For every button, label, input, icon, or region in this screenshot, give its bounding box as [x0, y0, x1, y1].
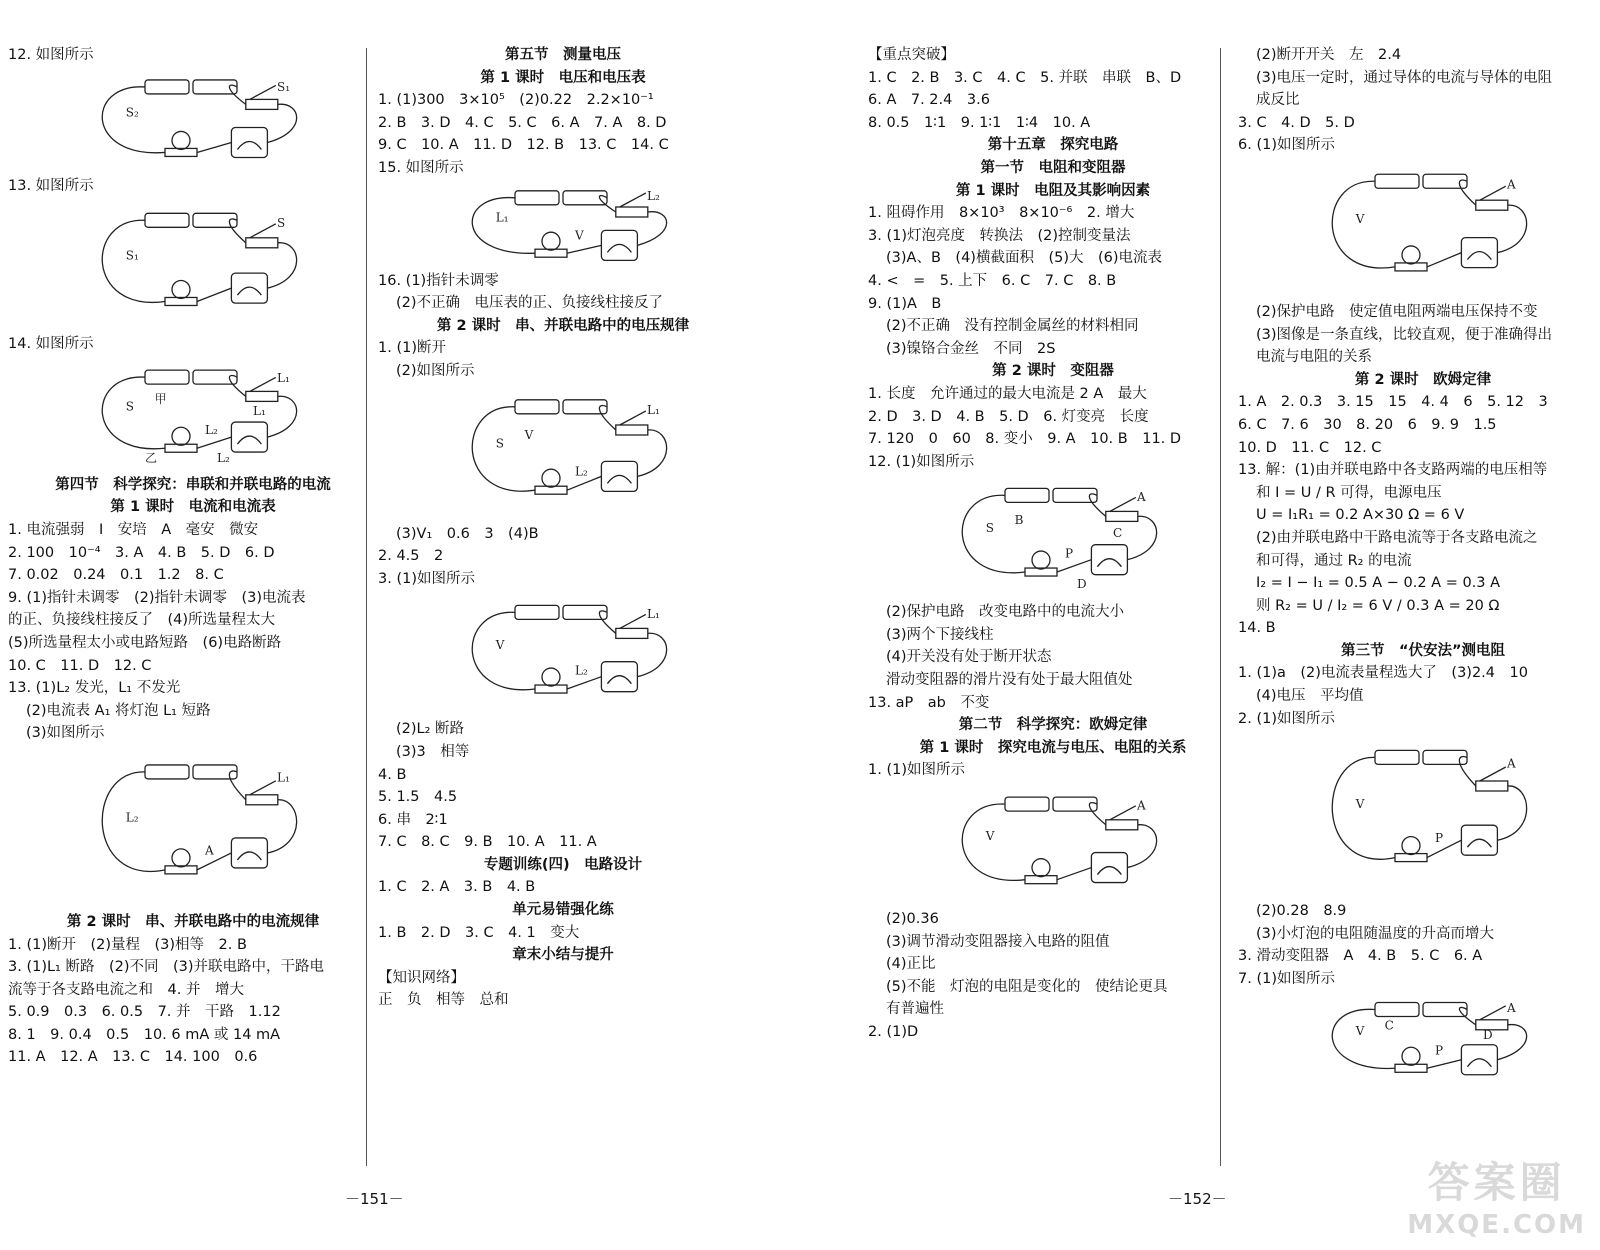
- circuit-diagram: [443, 383, 683, 523]
- switch-icon: [246, 781, 278, 805]
- battery-icon: [145, 370, 237, 384]
- figure-label: L₂: [575, 663, 588, 678]
- figure-label: A: [1137, 490, 1146, 505]
- answer-line: 6. A 7. 2.4 3.6: [868, 92, 990, 109]
- answer-line: 10. D 11. C 12. C: [1238, 439, 1382, 456]
- figure-label: A: [1507, 756, 1516, 771]
- answer-line: (3)小灯泡的电阻随温度的升高而增大: [1256, 925, 1495, 942]
- answer-line: 3. C 4. D 5. D: [1238, 114, 1355, 131]
- figure-label: L₂: [205, 422, 218, 437]
- column-4: [1238, 44, 1600, 1087]
- answer-line: 12. (1)如图所示: [868, 453, 975, 470]
- figure-label: S₁: [125, 248, 139, 263]
- answer-line: 6. 串 2∶1: [378, 811, 448, 828]
- circuit-figure: [8, 356, 378, 474]
- circuit-figure: [868, 782, 1238, 908]
- figure-label: L₂: [125, 810, 139, 825]
- battery-icon: [145, 765, 237, 779]
- answer-line: 13. 如图所示: [8, 177, 94, 194]
- answer-line: U = I₁R₁ = 0.2 A×30 Ω = 6 V: [1256, 507, 1465, 524]
- figure-label: L₂: [647, 188, 660, 203]
- circuit-figure: [868, 473, 1238, 601]
- answer-line: (5)不能 灯泡的电阻是变化的 使结论更具: [886, 978, 1168, 995]
- battery-icon: [1375, 1002, 1467, 1016]
- answer-line: 10. C 11. D 12. C: [8, 657, 152, 674]
- bulb-icon: [1395, 1047, 1427, 1072]
- section-heading: 第 2 课时 变阻器: [992, 363, 1114, 380]
- page-number-left: －151－: [345, 1190, 404, 1208]
- figure-label: V: [575, 227, 584, 242]
- answer-line: 4. B: [378, 766, 407, 783]
- circuit-figure: [1238, 991, 1600, 1087]
- figure-label: L₁: [253, 403, 266, 418]
- column-2: [378, 44, 748, 1012]
- meter-icon: [1461, 825, 1497, 855]
- figure-label: S: [985, 521, 995, 536]
- switch-icon: [1106, 806, 1138, 830]
- circuit-diagram: [1303, 991, 1543, 1087]
- section-heading: 第 2 课时 欧姆定律: [1354, 371, 1492, 388]
- answer-line: (2)0.28 8.9: [1256, 903, 1347, 920]
- answer-line: 【知识网络】: [378, 969, 465, 986]
- answer-line: 9. (1)A B: [868, 295, 942, 312]
- answer-line: (2)如图所示: [396, 362, 475, 379]
- section-heading: 第 1 课时 电阻及其影响因素: [955, 182, 1151, 199]
- answer-line: (2)保护电路 改变电路中的电流大小: [886, 604, 1125, 621]
- answer-line: (2)保护电路 使定值电阻两端电压保持不变: [1256, 303, 1538, 320]
- meter-icon: [1091, 853, 1127, 883]
- battery-icon: [145, 80, 237, 94]
- bulb-icon: [165, 281, 197, 306]
- answer-line: (4)开关没有处于断开状态: [886, 649, 1052, 666]
- figure-label: S: [495, 435, 505, 450]
- answer-line: 流等于各支路电流之和 4. 并 增大: [8, 981, 244, 998]
- figure-label: V: [1355, 1023, 1365, 1038]
- figure-label: S₁: [277, 79, 291, 94]
- meter-icon: [601, 461, 637, 491]
- figure-label: A: [205, 843, 214, 858]
- answer-line: 1. (1)断开 (2)量程 (3)相等 2. B: [8, 936, 247, 953]
- answer-line: 15. 如图所示: [378, 159, 464, 176]
- figure-label: A: [1137, 798, 1146, 813]
- answer-line: 和 I = U / R 可得，电源电压: [1256, 484, 1442, 501]
- answer-line: (3)A、B (4)横截面积 (5)大 (6)电流表: [886, 250, 1163, 267]
- section-heading: 专题训练(四) 电路设计: [483, 856, 643, 873]
- bulb-icon: [1395, 837, 1427, 862]
- answer-line: (2)由并联电路中干路电流等于各支路电流之: [1256, 529, 1538, 546]
- answer-line: 1. A 2. 0.3 3. 15 15 4. 4 6 5. 12 3: [1238, 394, 1548, 411]
- bulb-icon: [165, 131, 197, 156]
- answer-line: 16. (1)指针未调零: [378, 272, 499, 289]
- figure-label: V: [985, 828, 995, 843]
- section-heading: 第二节 科学探究：欧姆定律: [958, 717, 1148, 734]
- circuit-diagram: [443, 180, 683, 270]
- figure-label: V: [524, 427, 534, 442]
- meter-icon: [1461, 1044, 1497, 1074]
- answer-line: (3)电压一定时，通过导体的电流与导体的电阻: [1256, 69, 1553, 86]
- bulb-icon: [535, 668, 567, 693]
- answer-line: 12. 如图所示: [8, 47, 94, 63]
- meter-icon: [231, 127, 267, 157]
- answer-line: 5. 0.9 0.3 6. 0.5 7. 并 干路 1.12: [8, 1004, 281, 1021]
- answer-line: (4)电压 平均值: [1256, 688, 1364, 705]
- figure-label: L₂: [575, 463, 588, 478]
- column-divider-left: [366, 48, 367, 1166]
- circuit-diagram: [73, 67, 313, 175]
- figure-label: C: [1384, 1018, 1394, 1033]
- circuit-figure: [8, 197, 378, 333]
- switch-icon: [1476, 1005, 1508, 1029]
- figure-label: L₁: [495, 209, 509, 224]
- switch-icon: [246, 377, 278, 401]
- figure-label: C: [1113, 526, 1123, 541]
- figure-label: L₂: [217, 450, 230, 465]
- answer-line: 9. (1)指针未调零 (2)指针未调零 (3)电流表: [8, 589, 306, 606]
- figure-label: V: [1355, 797, 1365, 812]
- switch-icon: [246, 224, 278, 248]
- answer-line: (2)L₂ 断路: [396, 721, 465, 738]
- answer-line: 1. C 2. A 3. B 4. B: [378, 879, 536, 896]
- answer-line: 7. 0.02 0.24 0.1 1.2 8. C: [8, 567, 224, 584]
- switch-icon: [616, 615, 648, 639]
- answer-line: 2. (1)如图所示: [1238, 710, 1335, 727]
- switch-icon: [616, 193, 648, 217]
- answer-line: (2)不正确 没有控制金属丝的材料相同: [886, 318, 1139, 335]
- page-number-right: －152－: [1168, 1190, 1227, 1208]
- circuit-figure: [378, 180, 748, 270]
- section-heading: 第 2 课时 串、并联电路中的电压规律: [436, 317, 690, 334]
- meter-icon: [601, 230, 637, 260]
- answer-line: 2. D 3. D 4. B 5. D 6. 灯变亮 长度: [868, 408, 1149, 425]
- answer-line: I₂ = I − I₁ = 0.5 A − 0.2 A = 0.3 A: [1256, 575, 1501, 592]
- section-heading: 第十五章 探究电路: [987, 137, 1119, 154]
- answer-line: 1. (1)a (2)电流表量程选大了 (3)2.4 10: [1238, 665, 1528, 682]
- figure-label: V: [1355, 212, 1365, 227]
- section-heading: 单元易错强化练: [512, 902, 614, 919]
- meter-icon: [601, 662, 637, 692]
- circuit-diagram: [1303, 157, 1543, 301]
- figure-label: L₁: [647, 402, 660, 417]
- answer-line: 13. (1)L₂ 发光，L₁ 不发光: [8, 680, 181, 697]
- answer-line: 滑动变阻器的滑片没有处于最大阻值处: [886, 672, 1133, 689]
- answer-line: 3. 滑动变阻器 A 4. B 5. C 6. A: [1238, 948, 1483, 965]
- battery-icon: [1375, 174, 1467, 188]
- battery-icon: [515, 606, 607, 620]
- answer-line: (2)电流表 A₁ 将灯泡 L₁ 短路: [26, 702, 211, 719]
- answer-line: 9. C 10. A 11. D 12. B 13. C 14. C: [378, 137, 669, 154]
- bulb-icon: [1025, 551, 1057, 576]
- column-3: [868, 44, 1238, 1044]
- switch-icon: [616, 411, 648, 435]
- section-heading: 第四节 科学探究：串联和并联电路的电流: [55, 476, 331, 493]
- switch-icon: [246, 85, 278, 109]
- answer-line: 1. 电流强弱 I 安培 A 毫安 微安: [8, 521, 259, 538]
- meter-icon: [231, 422, 267, 452]
- answer-line: 正 负 相等 总和: [378, 992, 509, 1009]
- answer-line: 5. 1.5 4.5: [378, 789, 458, 806]
- answer-line: 8. 1 9. 0.4 0.5 10. 6 mA 或 14 mA: [8, 1026, 281, 1043]
- answer-line: 11. A 12. A 13. C 14. 100 0.6: [8, 1049, 258, 1066]
- bulb-icon: [1395, 246, 1427, 271]
- answer-line: 电流与电阻的关系: [1256, 349, 1372, 366]
- figure-label: S: [125, 399, 135, 414]
- answer-line: 成反比: [1256, 92, 1300, 109]
- answer-line: 1. C 2. B 3. C 4. C 5. 并联 串联 B、D: [868, 69, 1182, 86]
- answer-line: 和可得，通过 R₂ 的电流: [1256, 552, 1412, 569]
- section-heading: 第 2 课时 串、并联电路中的电流规律: [66, 913, 320, 930]
- figure-label: B: [1014, 513, 1024, 528]
- circuit-diagram: [933, 473, 1173, 601]
- answer-line: 4. < = 5. 上下 6. C 7. C 8. B: [868, 272, 1117, 289]
- circuit-figure: [378, 383, 748, 523]
- figure-label: 乙: [145, 450, 158, 465]
- figure-label: L₁: [647, 607, 660, 622]
- answer-line: 2. (1)D: [868, 1024, 919, 1040]
- answer-line: (3)如图所示: [26, 725, 105, 742]
- battery-icon: [1005, 797, 1097, 811]
- answer-line: 则 R₂ = U / I₂ = 6 V / 0.3 A = 20 Ω: [1256, 597, 1500, 614]
- watermark-site: MXQE.COM: [1407, 1210, 1586, 1240]
- circuit-diagram: [73, 745, 313, 911]
- answer-line: (3)3 相等: [396, 743, 470, 760]
- answer-line: 8. 0.5 1∶1 9. 1∶1 1∶4 10. A: [868, 114, 1091, 131]
- battery-icon: [1005, 489, 1097, 503]
- watermark: [1407, 1150, 1586, 1240]
- answer-line: 14. 如图所示: [8, 336, 94, 353]
- answer-line: 2. 100 10⁻⁴ 3. A 4. B 5. D 6. D: [8, 544, 275, 561]
- section-heading: 第 1 课时 电压和电压表: [480, 69, 646, 86]
- circuit-diagram: [443, 590, 683, 718]
- answer-line: (3)调节滑动变阻器接入电路的阻值: [886, 933, 1110, 950]
- bulb-icon: [535, 232, 567, 257]
- section-heading: 第五节 测量电压: [505, 47, 621, 63]
- answer-line: 1. (1)如图所示: [868, 762, 965, 779]
- circuit-diagram: [1303, 730, 1543, 900]
- answer-line: 13. aP ab 不变: [868, 694, 990, 711]
- circuit-diagram: [73, 197, 313, 333]
- section-heading: 第三节 “伏安法”测电阻: [1340, 642, 1506, 659]
- answer-line: (3)V₁ 0.6 3 (4)B: [396, 525, 539, 542]
- bulb-icon: [535, 469, 567, 494]
- answer-line: 7. 120 0 60 8. 变小 9. A 10. B 11. D: [868, 431, 1182, 448]
- meter-icon: [1461, 238, 1497, 268]
- switch-icon: [1476, 767, 1508, 791]
- circuit-figure: [8, 67, 378, 175]
- battery-icon: [515, 399, 607, 413]
- section-heading: 第 1 课时 探究电流与电压、电阻的关系: [919, 739, 1187, 756]
- bulb-icon: [1025, 859, 1057, 884]
- figure-label: 甲: [154, 391, 167, 406]
- answer-line: (2)0.36: [886, 911, 939, 928]
- figure-label: P: [1435, 831, 1444, 846]
- figure-label: P: [1065, 546, 1074, 561]
- answer-line: 6. (1)如图所示: [1238, 137, 1335, 154]
- answer-line: 2. 4.5 2: [378, 548, 444, 565]
- figure-label: S: [277, 216, 286, 231]
- answer-line: 的正、负接线柱接反了 (4)所选量程太大: [8, 612, 276, 629]
- circuit-diagram: [73, 356, 313, 474]
- answer-line: 1. (1)300 3×10⁵ (2)0.22 2.2×10⁻¹: [378, 92, 654, 109]
- column-1: [8, 44, 378, 1069]
- answer-line: 3. (1)如图所示: [378, 570, 475, 587]
- figure-label: S₂: [125, 105, 139, 120]
- answer-line: (5)所选量程太小或电路短路 (6)电路断路: [8, 634, 282, 651]
- circuit-figure: [1238, 730, 1600, 900]
- answer-line: 2. B 3. D 4. C 5. C 6. A 7. A 8. D: [378, 114, 667, 131]
- watermark-logo-text: 答案圈: [1427, 1158, 1566, 1207]
- switch-icon: [1106, 498, 1138, 522]
- answer-line: 1. B 2. D 3. C 4. 1 变大: [378, 924, 580, 941]
- answer-line: (2)不正确 电压表的正、负接线柱接反了: [396, 295, 664, 312]
- column-divider-right: [1220, 48, 1221, 1166]
- meter-icon: [231, 273, 267, 303]
- answer-line: 7. C 8. C 9. B 10. A 11. A: [378, 834, 597, 851]
- circuit-diagram: [933, 782, 1173, 908]
- answer-line: 13. 解：(1)由并联电路中各支路两端的电压相等: [1238, 462, 1548, 479]
- section-heading: 第 1 课时 电流和电流表: [110, 499, 276, 516]
- answer-line: (2)断开开关 左 2.4: [1256, 47, 1402, 63]
- figure-label: L₁: [277, 370, 290, 385]
- answer-line: (4)正比: [886, 956, 936, 973]
- answer-line: (3)镍铬合金丝 不同 2S: [886, 340, 1056, 357]
- figure-label: A: [1507, 177, 1516, 192]
- bulb-icon: [165, 427, 197, 452]
- answer-line: (3)两个下接线柱: [886, 626, 994, 643]
- answer-line: 6. C 7. 6 30 8. 20 6 9. 9 1.5: [1238, 416, 1497, 433]
- figure-label: L₁: [277, 770, 290, 785]
- answer-line: 7. (1)如图所示: [1238, 971, 1335, 988]
- battery-icon: [1375, 751, 1467, 765]
- battery-icon: [145, 214, 237, 228]
- circuit-figure: [8, 745, 378, 911]
- section-heading: 第一节 电阻和变阻器: [980, 159, 1126, 176]
- figure-label: D: [1483, 1027, 1493, 1042]
- answer-line: 3. (1)灯泡亮度 转换法 (2)控制变量法: [868, 227, 1131, 244]
- answer-line: 3. (1)L₁ 断路 (2)不同 (3)并联电路中，干路电: [8, 959, 325, 976]
- figure-label: V: [495, 638, 505, 653]
- circuit-figure: [1238, 157, 1600, 301]
- answer-line: 【重点突破】: [868, 47, 955, 63]
- figure-label: A: [1507, 1000, 1516, 1015]
- circuit-figure: [378, 590, 748, 718]
- meter-icon: [1091, 545, 1127, 575]
- figure-label: P: [1435, 1042, 1444, 1057]
- answer-line: 1. 阻碍作用 8×10³ 8×10⁻⁶ 2. 增大: [868, 205, 1135, 222]
- meter-icon: [231, 838, 267, 868]
- switch-icon: [1476, 186, 1508, 210]
- section-heading: 章末小结与提升: [512, 947, 614, 964]
- answer-line: 1. 长度 允许通过的最大电流是 2 A 最大: [868, 385, 1147, 402]
- figure-label: D: [1077, 577, 1087, 592]
- answer-line: 有普遍性: [886, 1001, 944, 1018]
- answer-line: (3)图像是一条直线，比较直观，便于准确得出: [1256, 326, 1553, 343]
- battery-icon: [515, 190, 607, 204]
- answer-line: 1. (1)断开: [378, 340, 446, 357]
- answer-line: 14. B: [1238, 620, 1276, 637]
- bulb-icon: [165, 849, 197, 874]
